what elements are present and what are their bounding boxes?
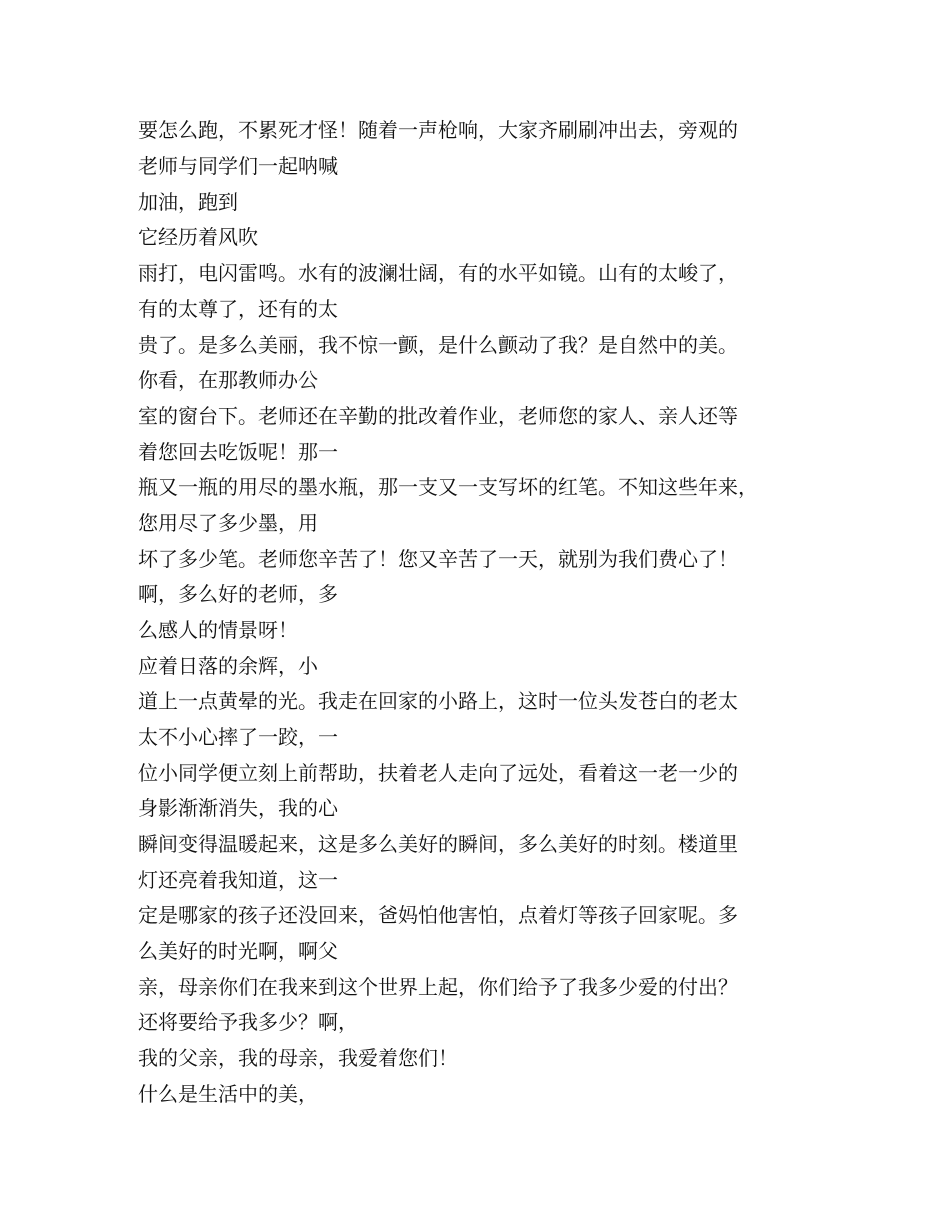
text-line: 啊，多么好的老师，多: [138, 582, 338, 606]
text-line: 灯还亮着我知道，这一: [138, 868, 338, 892]
text-line: 要怎么跑，不累死才怪！随着一声枪响，大家齐刷刷冲出去，旁观的: [138, 118, 738, 142]
text-line: 瓶又一瓶的用尽的墨水瓶，那一支又一支写坏的红笔。不知这些年来，: [138, 475, 758, 499]
text-line: 老师与同学们一起呐喊: [138, 154, 338, 178]
text-line: 么美好的时光啊，啊父: [138, 939, 338, 963]
text-line: 我的父亲，我的母亲，我爱着您们！: [138, 1046, 458, 1070]
text-line: 贵了。是多么美丽，我不惊一颤，是什么颤动了我？是自然中的美。: [138, 333, 738, 357]
text-line: 太不小心摔了一跤，一: [138, 725, 338, 749]
text-line: 您用尽了多少墨，用: [138, 511, 318, 535]
text-line: 雨打，电闪雷鸣。水有的波澜壮阔，有的水平如镜。山有的太峻了，: [138, 261, 738, 285]
text-line: 着您回去吃饭呢！那一: [138, 440, 338, 464]
text-line: 道上一点黄晕的光。我走在回家的小路上，这时一位头发苍白的老太: [138, 689, 738, 713]
text-line: 应着日落的余辉，小: [138, 654, 318, 678]
text-line: 还将要给予我多少？啊，: [138, 1010, 358, 1034]
text-line: 瞬间变得温暖起来，这是多么美好的瞬间，多么美好的时刻。楼道里: [138, 832, 738, 856]
text-line: 什么是生活中的美，: [138, 1082, 318, 1106]
text-line: 位小同学便立刻上前帮助，扶着老人走向了远处，看着这一老一少的: [138, 761, 738, 785]
text-line: 身影渐渐消失，我的心: [138, 796, 338, 820]
text-line: 么感人的情景呀！: [138, 618, 298, 642]
text-line: 加油，跑到: [138, 190, 238, 214]
text-line: 坏了多少笔。老师您辛苦了！您又辛苦了一天，就别为我们费心了！: [138, 547, 738, 571]
text-line: 室的窗台下。老师还在辛勤的批改着作业，老师您的家人、亲人还等: [138, 404, 738, 428]
text-line: 你看，在那教师办公: [138, 368, 318, 392]
text-line: 有的太尊了，还有的太: [138, 297, 338, 321]
text-line: 它经历着风吹: [138, 225, 258, 249]
text-line: 定是哪家的孩子还没回来，爸妈怕他害怕，点着灯等孩子回家呢。多: [138, 903, 738, 927]
text-line: 亲，母亲你们在我来到这个世界上起，你们给予了我多少爱的付出？: [138, 975, 738, 999]
